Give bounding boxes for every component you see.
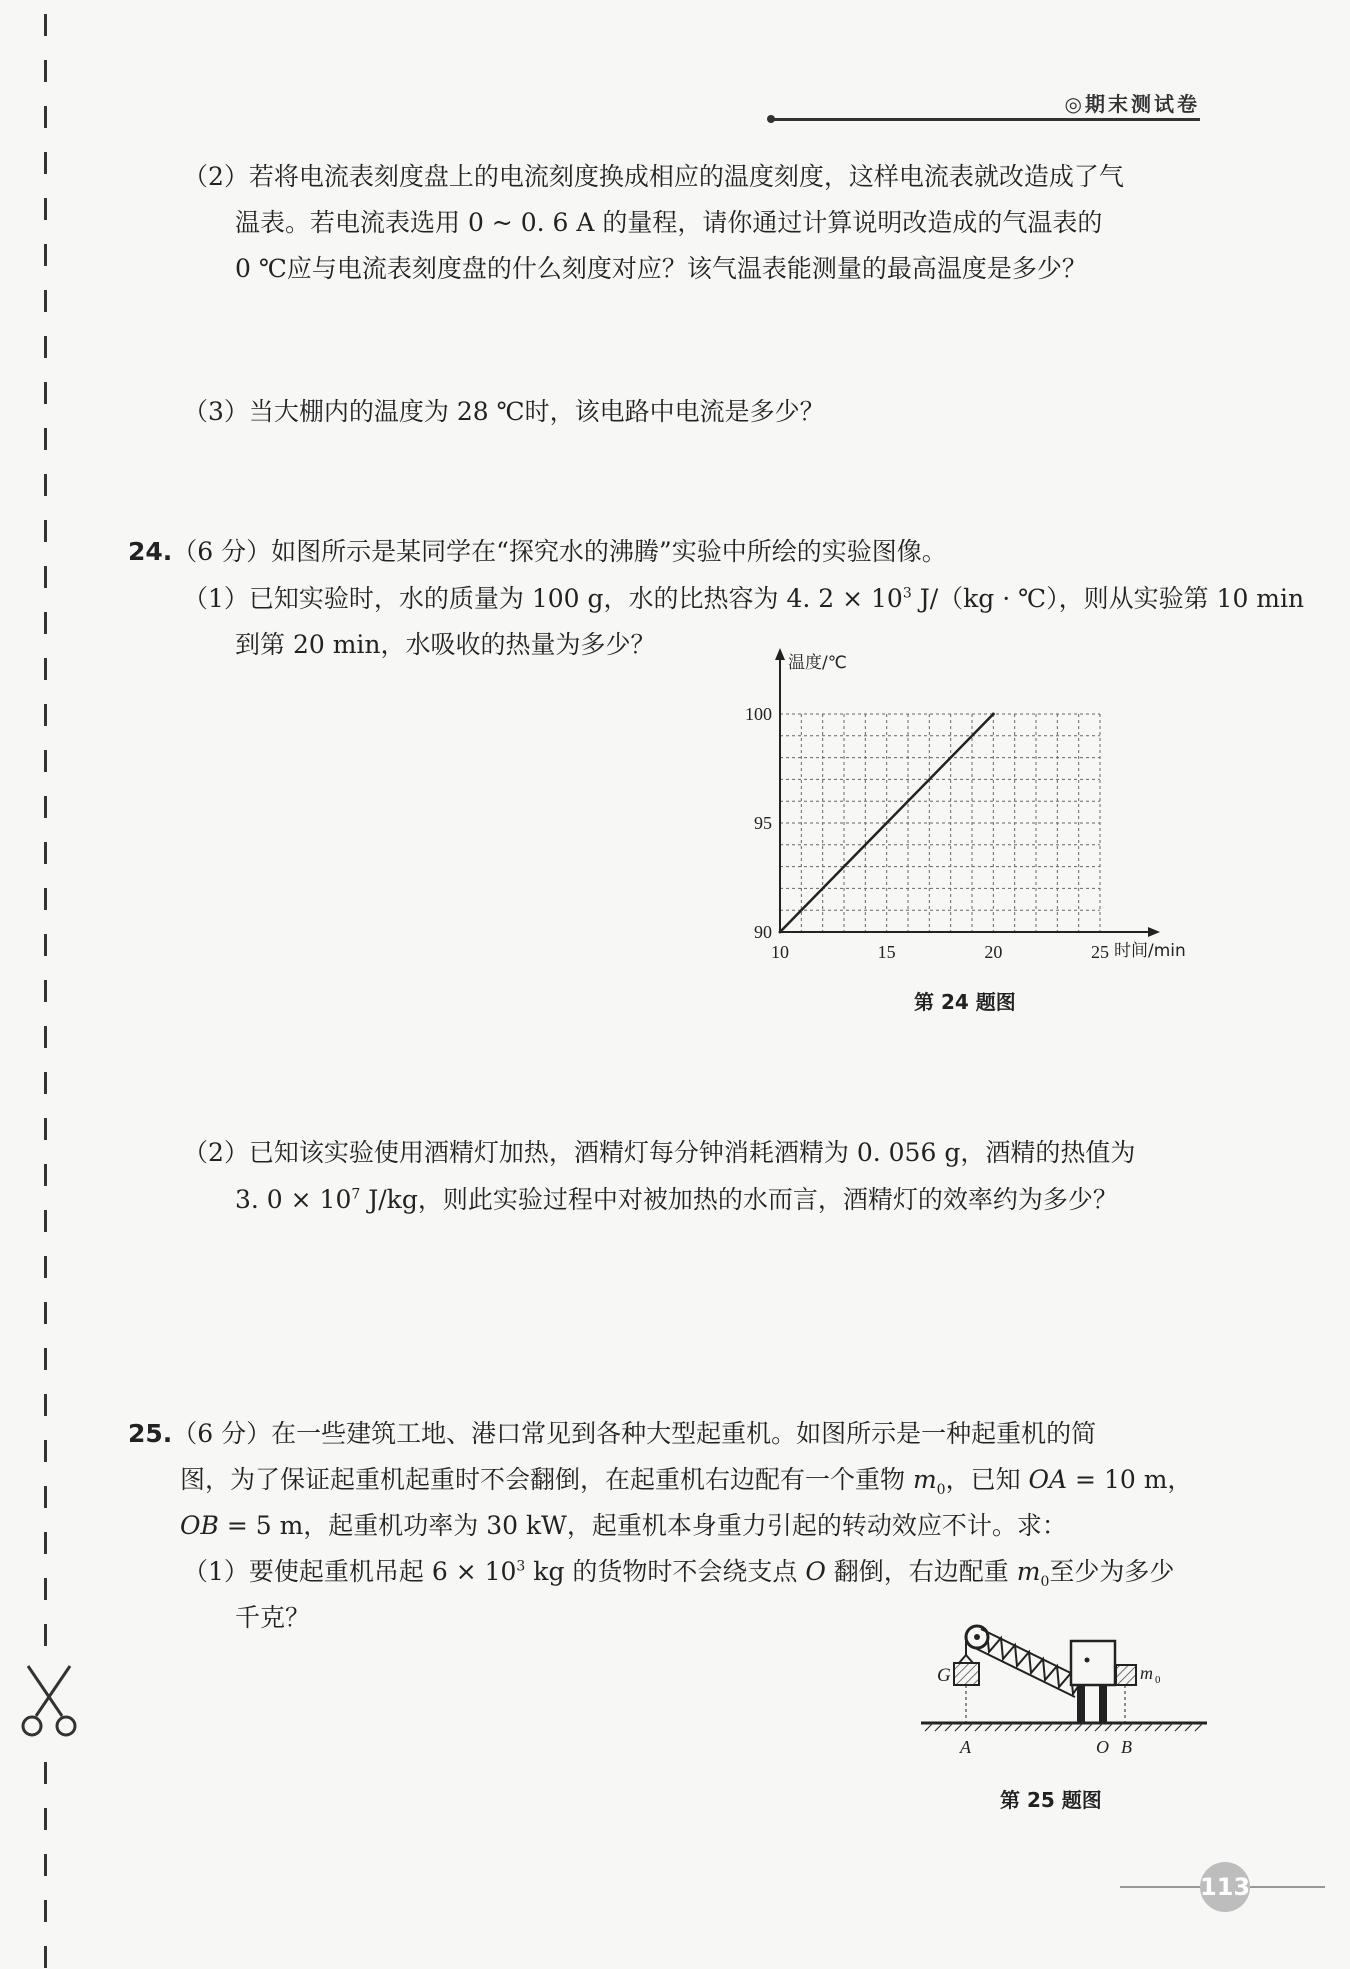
cut-line-dash — [44, 290, 47, 312]
q25-part1-m-subscript: 0 — [1040, 1574, 1050, 1590]
crane-body — [1071, 1641, 1115, 1685]
q25-crane-figure — [915, 1615, 1215, 1765]
q25-part1-line2: 千克？ — [235, 1603, 311, 1632]
cut-line-dash — [44, 1210, 47, 1232]
cut-line-dash — [44, 244, 47, 266]
q25-number: 25. — [128, 1419, 173, 1448]
q24-number: 24. — [128, 537, 173, 566]
q23-part2-line1: （2）若将电流表刻度盘上的电流刻度换成相应的温度刻度，这样电流表就改造成了气 — [183, 162, 1124, 191]
label-m0-sub: 0 — [1155, 1674, 1161, 1686]
page-number: 113 — [1200, 1862, 1250, 1912]
x-tick-label: 15 — [877, 942, 896, 962]
x-axis-label: 时间/min — [1114, 941, 1186, 961]
cut-line-dash — [44, 1854, 47, 1876]
q25-stem-line2 — [180, 1463, 1192, 1497]
q23-part3: （3）当大棚内的温度为 28 ℃时，该电路中电流是多少？ — [183, 397, 825, 426]
cut-line-dash — [44, 1026, 47, 1048]
q24-part2-exponent: 7 — [351, 1186, 361, 1203]
label-m0: m — [1140, 1663, 1153, 1683]
cut-line-dash — [44, 842, 47, 864]
y-tick-label: 95 — [754, 813, 772, 833]
cut-line-dash — [44, 1302, 47, 1324]
cut-line-dash — [44, 612, 47, 634]
cut-line-dash — [44, 1624, 47, 1646]
y-tick-label: 100 — [745, 704, 772, 724]
q25-m-symbol: m — [912, 1465, 937, 1494]
cut-line-dash — [44, 1164, 47, 1186]
q24-part2-text-a: 3. 0 × 10 — [235, 1185, 352, 1214]
cut-line-dash — [44, 1532, 47, 1554]
q24-part2-line1: （2）已知该实验使用酒精灯加热，酒精灯每分钟消耗酒精为 0. 056 g，酒精的热值为 — [183, 1138, 1136, 1167]
q25-part1-text-c: 翻倒，右边配重 — [825, 1557, 1017, 1586]
q25-stem-text2b: ，已知 — [945, 1465, 1029, 1494]
q23-part2-line3: 0 ℃应与电流表刻度盘的什么刻度对应？该气温表能测量的最高温度是多少？ — [235, 254, 1087, 283]
q25-ob-symbol: OB — [180, 1511, 219, 1540]
cut-line-dash — [44, 1486, 47, 1508]
q24-stem-text: （6 分）如图所示是某同学在“探究水的沸腾”实验中所绘的实验图像。 — [172, 537, 947, 566]
label-o: O — [1096, 1737, 1109, 1757]
data-point — [992, 713, 995, 716]
y-axis-label: 温度/℃ — [788, 653, 847, 673]
page-number-rule-right — [1250, 1886, 1325, 1888]
y-axis-arrow — [775, 648, 785, 660]
q25-part1-o-symbol: O — [805, 1557, 826, 1586]
q25-oa-symbol: OA — [1028, 1465, 1068, 1494]
q25-part1-exponent: 3 — [516, 1558, 526, 1575]
data-point — [779, 931, 782, 934]
label-g: G — [937, 1665, 951, 1686]
label-a: A — [960, 1737, 971, 1757]
cut-line-dash — [44, 1118, 47, 1140]
label-b: B — [1121, 1737, 1132, 1757]
q25-part1-line1 — [183, 1555, 1174, 1589]
q24-part2-line2 — [235, 1183, 1118, 1217]
q24-part1-exponent: 3 — [902, 585, 912, 602]
cut-line-dash — [44, 520, 47, 542]
crane-leg-left — [1077, 1685, 1085, 1723]
q24-temperature-chart — [720, 640, 1210, 980]
q25-figure-caption: 第 25 题图 — [1000, 1788, 1102, 1812]
x-tick-label: 25 — [1091, 942, 1109, 962]
cut-line-dash — [44, 1394, 47, 1416]
cut-line-dash — [44, 1900, 47, 1922]
cut-line-dash — [44, 336, 47, 358]
cut-line-dash — [44, 1072, 47, 1094]
load-g — [954, 1663, 979, 1685]
cut-line-dash — [44, 106, 47, 128]
cut-line-dash — [44, 1578, 47, 1600]
q25-stem-line3 — [180, 1509, 1067, 1543]
y-tick-label: 90 — [754, 922, 772, 942]
cut-line-dash — [44, 428, 47, 450]
q24-part1-line2: 到第 20 min，水吸收的热量为多少？ — [235, 630, 656, 659]
cut-line-dash — [44, 1946, 47, 1968]
cut-line-dash — [44, 198, 47, 220]
cut-line-dash — [44, 60, 47, 82]
cut-line-dash — [44, 382, 47, 404]
x-tick-label: 20 — [984, 942, 1003, 962]
scissors-icon — [20, 1660, 78, 1740]
cut-line-dash — [44, 750, 47, 772]
x-axis-arrow — [1148, 927, 1160, 937]
crane-leg-right — [1099, 1685, 1107, 1723]
q24-figure-caption: 第 24 题图 — [914, 990, 1016, 1014]
cut-line-dash — [44, 1256, 47, 1278]
cut-line-dash — [44, 474, 47, 496]
q25-part1-text-d: 至少为多少 — [1049, 1557, 1175, 1586]
q25-stem-text2a: 图，为了保证起重机起重时不会翻倒，在起重机右边配有一个重物 — [180, 1465, 913, 1494]
counterweight-m0 — [1116, 1665, 1136, 1685]
header-rule — [770, 118, 1200, 121]
q24-part2-text-b: J/kg，则此实验过程中对被加热的水而言，酒精灯的效率约为多少？ — [360, 1185, 1118, 1214]
cut-line-dash — [44, 566, 47, 588]
cut-line-dash — [44, 980, 47, 1002]
q24-stem — [128, 535, 947, 569]
cut-line-dash — [44, 934, 47, 956]
q25-part1-text-a: （1）要使起重机吊起 6 × 10 — [183, 1557, 517, 1586]
cut-line-dash — [44, 704, 47, 726]
cut-line-dash — [44, 888, 47, 910]
cut-line-dash — [44, 796, 47, 818]
cut-line-dash — [44, 658, 47, 680]
cut-line-dash — [44, 1808, 47, 1830]
q25-part1-text-b: kg 的货物时不会绕支点 — [525, 1557, 806, 1586]
cut-line-dash — [44, 14, 47, 36]
page-number-rule-left — [1120, 1886, 1200, 1888]
q24-part1-line1 — [183, 582, 1304, 616]
cut-line-dash — [44, 1348, 47, 1370]
header-title: ◎期末测试卷 — [1064, 92, 1200, 116]
q23-part2-line2: 温表。若电流表选用 0 ~ 0. 6 A 的量程，请你通过计算说明改造成的气温表的 — [235, 208, 1103, 237]
q25-m-subscript: 0 — [936, 1482, 946, 1498]
cut-line-dash — [44, 152, 47, 174]
page-header — [770, 80, 1200, 126]
q25-stem-line1 — [128, 1417, 1096, 1451]
q25-stem-text3: = 5 m，起重机功率为 30 kW，起重机本身重力引起的转动效应不计。求： — [218, 1511, 1067, 1540]
q25-stem-text1: （6 分）在一些建筑工地、港口常见到各种大型起重机。如图所示是一种起重机的简 — [172, 1419, 1097, 1448]
cut-line-dash — [44, 1762, 47, 1784]
q24-part1-text-b: J/（kg · ℃），则从实验第 10 min — [911, 584, 1305, 613]
x-tick-label: 10 — [771, 942, 789, 962]
q25-stem-text2c: = 10 m， — [1067, 1465, 1193, 1494]
q25-part1-m-symbol: m — [1016, 1557, 1041, 1586]
q24-part1-text-a: （1）已知实验时，水的质量为 100 g，水的比热容为 4. 2 × 10 — [183, 584, 903, 613]
cut-line-dash — [44, 1440, 47, 1462]
